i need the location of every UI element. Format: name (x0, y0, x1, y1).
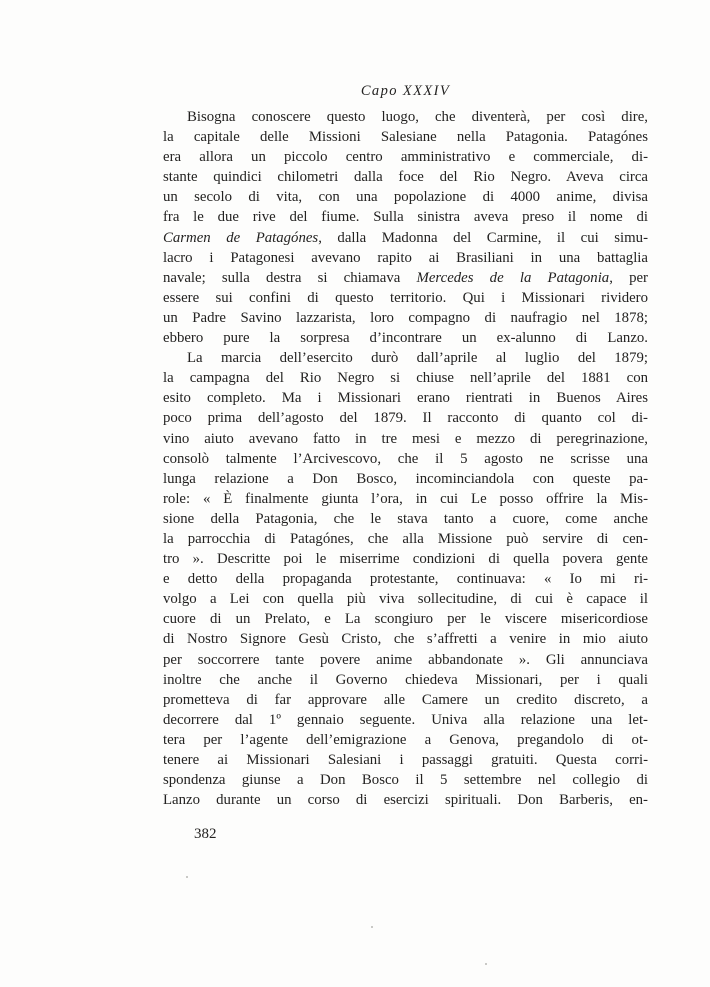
body-text-segment: consolò talmente l’Arcivescovo, che il 5 agosto ne scrisse una (163, 450, 648, 467)
text-line (163, 489, 648, 509)
text-line (163, 187, 648, 207)
body-text-segment: sione della Patagonia, che le stava tanto a cuore, come anche (163, 510, 648, 527)
text-line (163, 650, 648, 670)
body-text-segment: stante quindici chilometri dalla foce del Rio Negro. Aveva circa (163, 169, 648, 186)
body-text-segment: un Padre Savino lazzarista, loro compagno di naufragio nel 1878; (163, 309, 648, 326)
text-line (163, 328, 648, 348)
body-text-segment: poco prima dell’agosto del 1879. Il racconto di quanto col di- (163, 410, 648, 427)
text-line (163, 368, 648, 388)
body-text-segment: un secolo di vita, con una popolazione di 4000 anime, divisa (163, 189, 648, 206)
text-line (163, 770, 648, 790)
text-line (163, 388, 648, 408)
text-line (163, 469, 648, 489)
text-line (163, 167, 648, 187)
body-text-segment: era allora un piccolo centro amministrativo e commerciale, di- (163, 149, 648, 166)
body-text-segment: la capitale delle Missioni Salesiane nella Patagonia. Patagónes (163, 129, 648, 146)
body-text-segment: fra le due rive del fiume. Sulla sinistra aveva preso il nome di (163, 209, 648, 226)
body-text-segment: tro ». Descritte poi le miserrime condizioni di quella povera gente (163, 551, 648, 568)
text-line (163, 268, 648, 288)
text-line (163, 509, 648, 529)
body-text-segment: lacro i Patagonesi avevano rapito ai Brasiliani in una battaglia (163, 249, 648, 266)
text-line (163, 710, 648, 730)
body-text-segment: role: « È finalmente giunta l’ora, in cui Le posso offrire la Mis- (163, 490, 648, 507)
body-text-segment: cuore di un Prelato, e La scongiuro per le viscere misericordiose (163, 611, 648, 628)
body-text-segment: navale; sulla destra si chiamava (163, 269, 417, 286)
italic-text: Carmen de Patagónes (163, 229, 319, 246)
body-text-segment: essere sui confini di questo territorio. Qui i Missionari rividero (163, 289, 648, 306)
text-line (163, 248, 648, 268)
text-line (163, 207, 648, 227)
text-line (163, 670, 648, 690)
body-text-segment: di Nostro Signore Gesù Cristo, che s’affretti a venire in mio aiuto (163, 631, 648, 648)
page-body (163, 107, 648, 810)
body-text-segment: la parrocchia di Patagónes, che alla Missione può servire di cen- (163, 530, 648, 547)
body-text-segment: , dalla Madonna del Carmine, il cui simu- (318, 229, 648, 246)
text-line (163, 288, 648, 308)
body-text-segment: e detto della propaganda protestante, continuava: « Io mi ri- (163, 571, 648, 588)
text-line (163, 408, 648, 428)
scan-speck (485, 963, 487, 965)
italic-text: Mercedes de la Patagonia (416, 269, 610, 286)
body-text-segment: la campagna del Rio Negro si chiuse nell’aprile del 1881 con (163, 370, 648, 387)
body-text-segment: lunga relazione a Don Bosco, incominciandola con queste pa- (163, 470, 648, 487)
text-line (163, 107, 648, 127)
body-text-segment: decorrere dal 1º gennaio seguente. Univa alla relazione una let- (163, 711, 648, 728)
text-line (163, 228, 648, 248)
body-text-segment: tenere ai Missionari Salesiani i passaggi gratuiti. Questa corri- (163, 752, 648, 768)
body-text-segment: Bisogna conoscere questo luogo, che diventerà, per così dire, (187, 109, 648, 125)
text-line (163, 730, 648, 750)
text-line (163, 549, 648, 569)
text-line (163, 348, 648, 368)
body-text-segment: per soccorrere tante povere anime abbandonate ». Gli annunciava (163, 651, 648, 668)
text-line (163, 147, 648, 167)
body-text-segment: spondenza giunse a Don Bosco il 5 settembre nel collegio di (163, 772, 648, 789)
body-text-segment: , per (609, 269, 648, 286)
text-line (163, 449, 648, 469)
text-line (163, 629, 648, 649)
body-text-segment: Lanzo durante un corso di esercizi spirituali. Don Barberis, en- (163, 792, 648, 809)
page-number: 382 (194, 826, 217, 842)
text-line (163, 589, 648, 609)
text-line (163, 569, 648, 589)
text-line (163, 308, 648, 328)
text-line (163, 690, 648, 710)
body-text-segment: ebbero pure la sorpresa d’incontrare un ex-alunno di Lanzo. (163, 330, 648, 347)
text-line (163, 529, 648, 549)
text-line (163, 609, 648, 629)
body-text-segment: vino aiuto avevano fatto in tre mesi e mezzo di peregrinazione, (163, 430, 648, 447)
body-text-segment: tera per l’agente dell’emigrazione a Genova, pregandolo di ot- (163, 731, 648, 748)
body-text-segment: esito completo. Ma i Missionari erano rientrati in Buenos Aires (163, 390, 648, 407)
text-line (163, 429, 648, 449)
text-line (163, 750, 648, 770)
body-text-segment: inoltre che anche il Governo chiedeva Missionari, per i quali (163, 671, 648, 688)
chapter-header: Capo XXXIV (360, 83, 451, 99)
body-text-segment: La marcia dell’esercito durò dall’aprile al luglio del 1879; (187, 350, 648, 367)
text-line (163, 790, 648, 810)
body-text-segment: volgo a Lei con quella più viva sollecitudine, di cui è capace il (163, 591, 648, 608)
body-text-segment: prometteva di far approvare alle Camere un credito discreto, a (163, 691, 648, 708)
text-line (163, 127, 648, 147)
scan-speck (186, 876, 188, 878)
scan-speck (371, 926, 373, 928)
